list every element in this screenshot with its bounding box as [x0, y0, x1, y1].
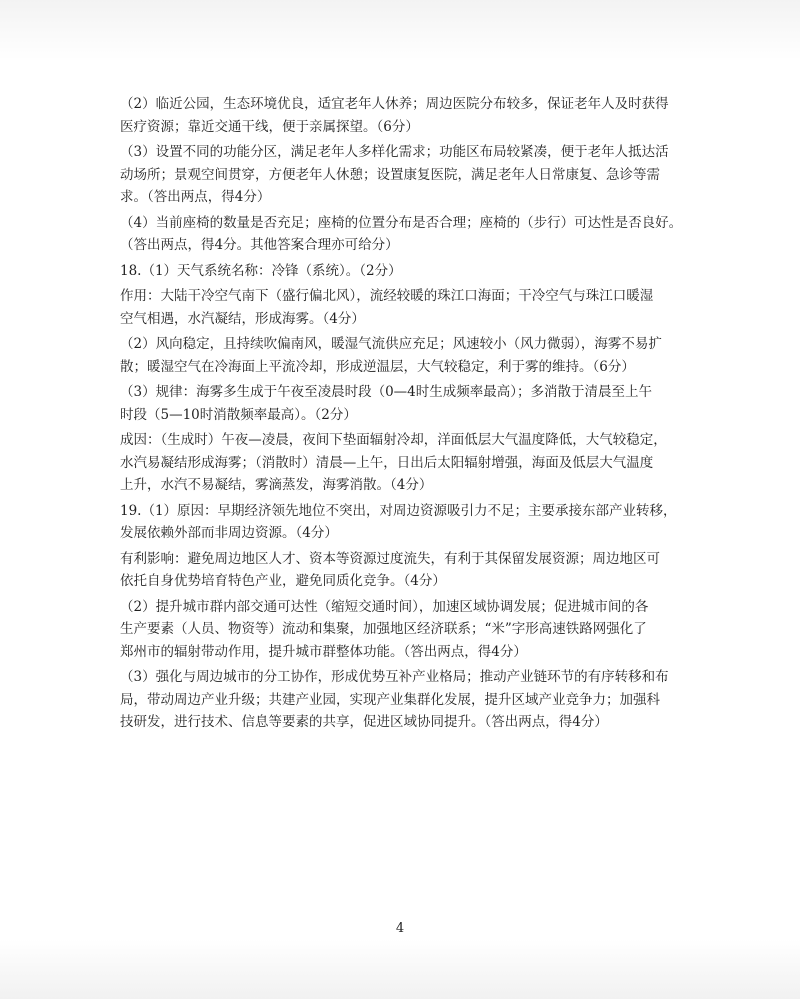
- text-line: （3）设置不同的功能分区，满足老年人多样化需求；功能区布局较紧凑，便于老年人抵达活: [120, 144, 669, 160]
- text-line: 技研发，进行技术、信息等要素的共享，促进区域协同提升。（答出两点，得4分）: [120, 714, 608, 730]
- answer-paragraph: [120, 212, 720, 257]
- answer-paragraph: [120, 260, 720, 283]
- text-line: （3）强化与周边城市的分工协作，形成优势互补产业格局；推动产业链环节的有序转移和布: [120, 669, 669, 685]
- answer-paragraph: [120, 381, 720, 426]
- text-line: 成因：（生成时）午夜—凌晨，夜间下垫面辐射冷却，洋面低层大气温度降低，大气较稳定，: [120, 432, 667, 448]
- text-line: （2）风向稳定，且持续吹偏南风，暖湿气流供应充足；风速较小（风力微弱），海雾不易扩: [120, 336, 662, 352]
- text-line: 时段（5—10时消散频率最高）。（2分）: [120, 406, 357, 423]
- text-line: （答出两点，得4分。其他答案合理亦可给分）: [120, 237, 399, 253]
- text-line: 生产要素（人员、物资等）流动和集聚，加强地区经济联系；“米”字形高速铁路网强化了: [120, 621, 647, 637]
- answer-paragraph: [120, 141, 720, 209]
- text-line: 作用：大陆干冷空气南下（盛行偏北风），流经较暖的珠江口海面；干冷空气与珠江口暖湿: [120, 288, 654, 304]
- text-line: 局，带动周边产业升级；共建产业园，实现产业集群化发展，提升区域产业竞争力；加强科: [120, 691, 660, 708]
- text-line: 水汽易凝结形成海雾；（消散时）清晨—上午，日出后太阳辐射增强，海面及低层大气温度: [120, 454, 654, 471]
- page-number: 4: [395, 921, 405, 936]
- text-line: （3）规律：海雾多生成于午夜至凌晨时段（0—4时生成频率最高）；多消散于清晨至上午: [120, 384, 653, 400]
- answer-paragraph: [120, 333, 720, 378]
- answer-paragraph: [120, 548, 720, 593]
- text-line: 发展依赖外部而非周边资源。（4分）: [120, 525, 338, 541]
- text-line: 郑州市的辐射带动作用，提升城市群整体功能。（答出两点，得4分）: [120, 643, 527, 660]
- text-line: 空气相遇，水汽凝结，形成海雾。（4分）: [120, 310, 365, 327]
- answer-paragraph: [120, 429, 720, 497]
- answer-paragraph: [120, 93, 720, 138]
- text-line: 求。（答出两点，得4分）: [120, 189, 271, 205]
- answer-content: [120, 93, 720, 737]
- text-line: 有利影响：避免周边地区人才、资本等资源过度流失，有利于其保留发展资源；周边地区可: [120, 550, 660, 567]
- text-line: （2）提升城市群内部交通可达性（缩短交通时间），加速区域协调发展；促进城市间的各: [120, 598, 649, 615]
- text-line: 19.（1）原因：早期经济领先地位不突出，对周边资源吸引力不足；主要承接东部产业转移，: [120, 502, 677, 519]
- answer-paragraph: [120, 666, 720, 734]
- text-line: （4）当前座椅的数量是否充足；座椅的位置分布是否合理；座椅的（步行）可达性是否良好。: [120, 214, 683, 231]
- text-line: 18.（1）天气系统名称：冷锋（系统）。（2分）: [120, 262, 402, 279]
- answer-paragraph: [120, 285, 720, 330]
- text-line: 动场所；景观空间贯穿，方便老年人休憩；设置康复医院，满足老年人日常康复、急诊等需: [120, 166, 660, 183]
- answer-paragraph: [120, 596, 720, 664]
- answer-paragraph: [120, 500, 720, 545]
- text-line: 散；暖湿空气在冷海面上平流冷却，形成逆温层，大气较稳定，利于雾的维持。（6分）: [120, 358, 635, 375]
- text-line: 依托自身优势培育特色产业，避免同质化竞争。（4分）: [120, 573, 446, 589]
- text-line: （2）临近公园，生态环境优良，适宜老年人休养；周边医院分布较多，保证老年人及时获得: [120, 96, 669, 112]
- text-line: 医疗资源；靠近交通干线，便于亲属探望。（6分）: [120, 118, 419, 135]
- text-line: 上升，水汽不易凝结，雾滴蒸发，海雾消散。（4分）: [120, 477, 433, 493]
